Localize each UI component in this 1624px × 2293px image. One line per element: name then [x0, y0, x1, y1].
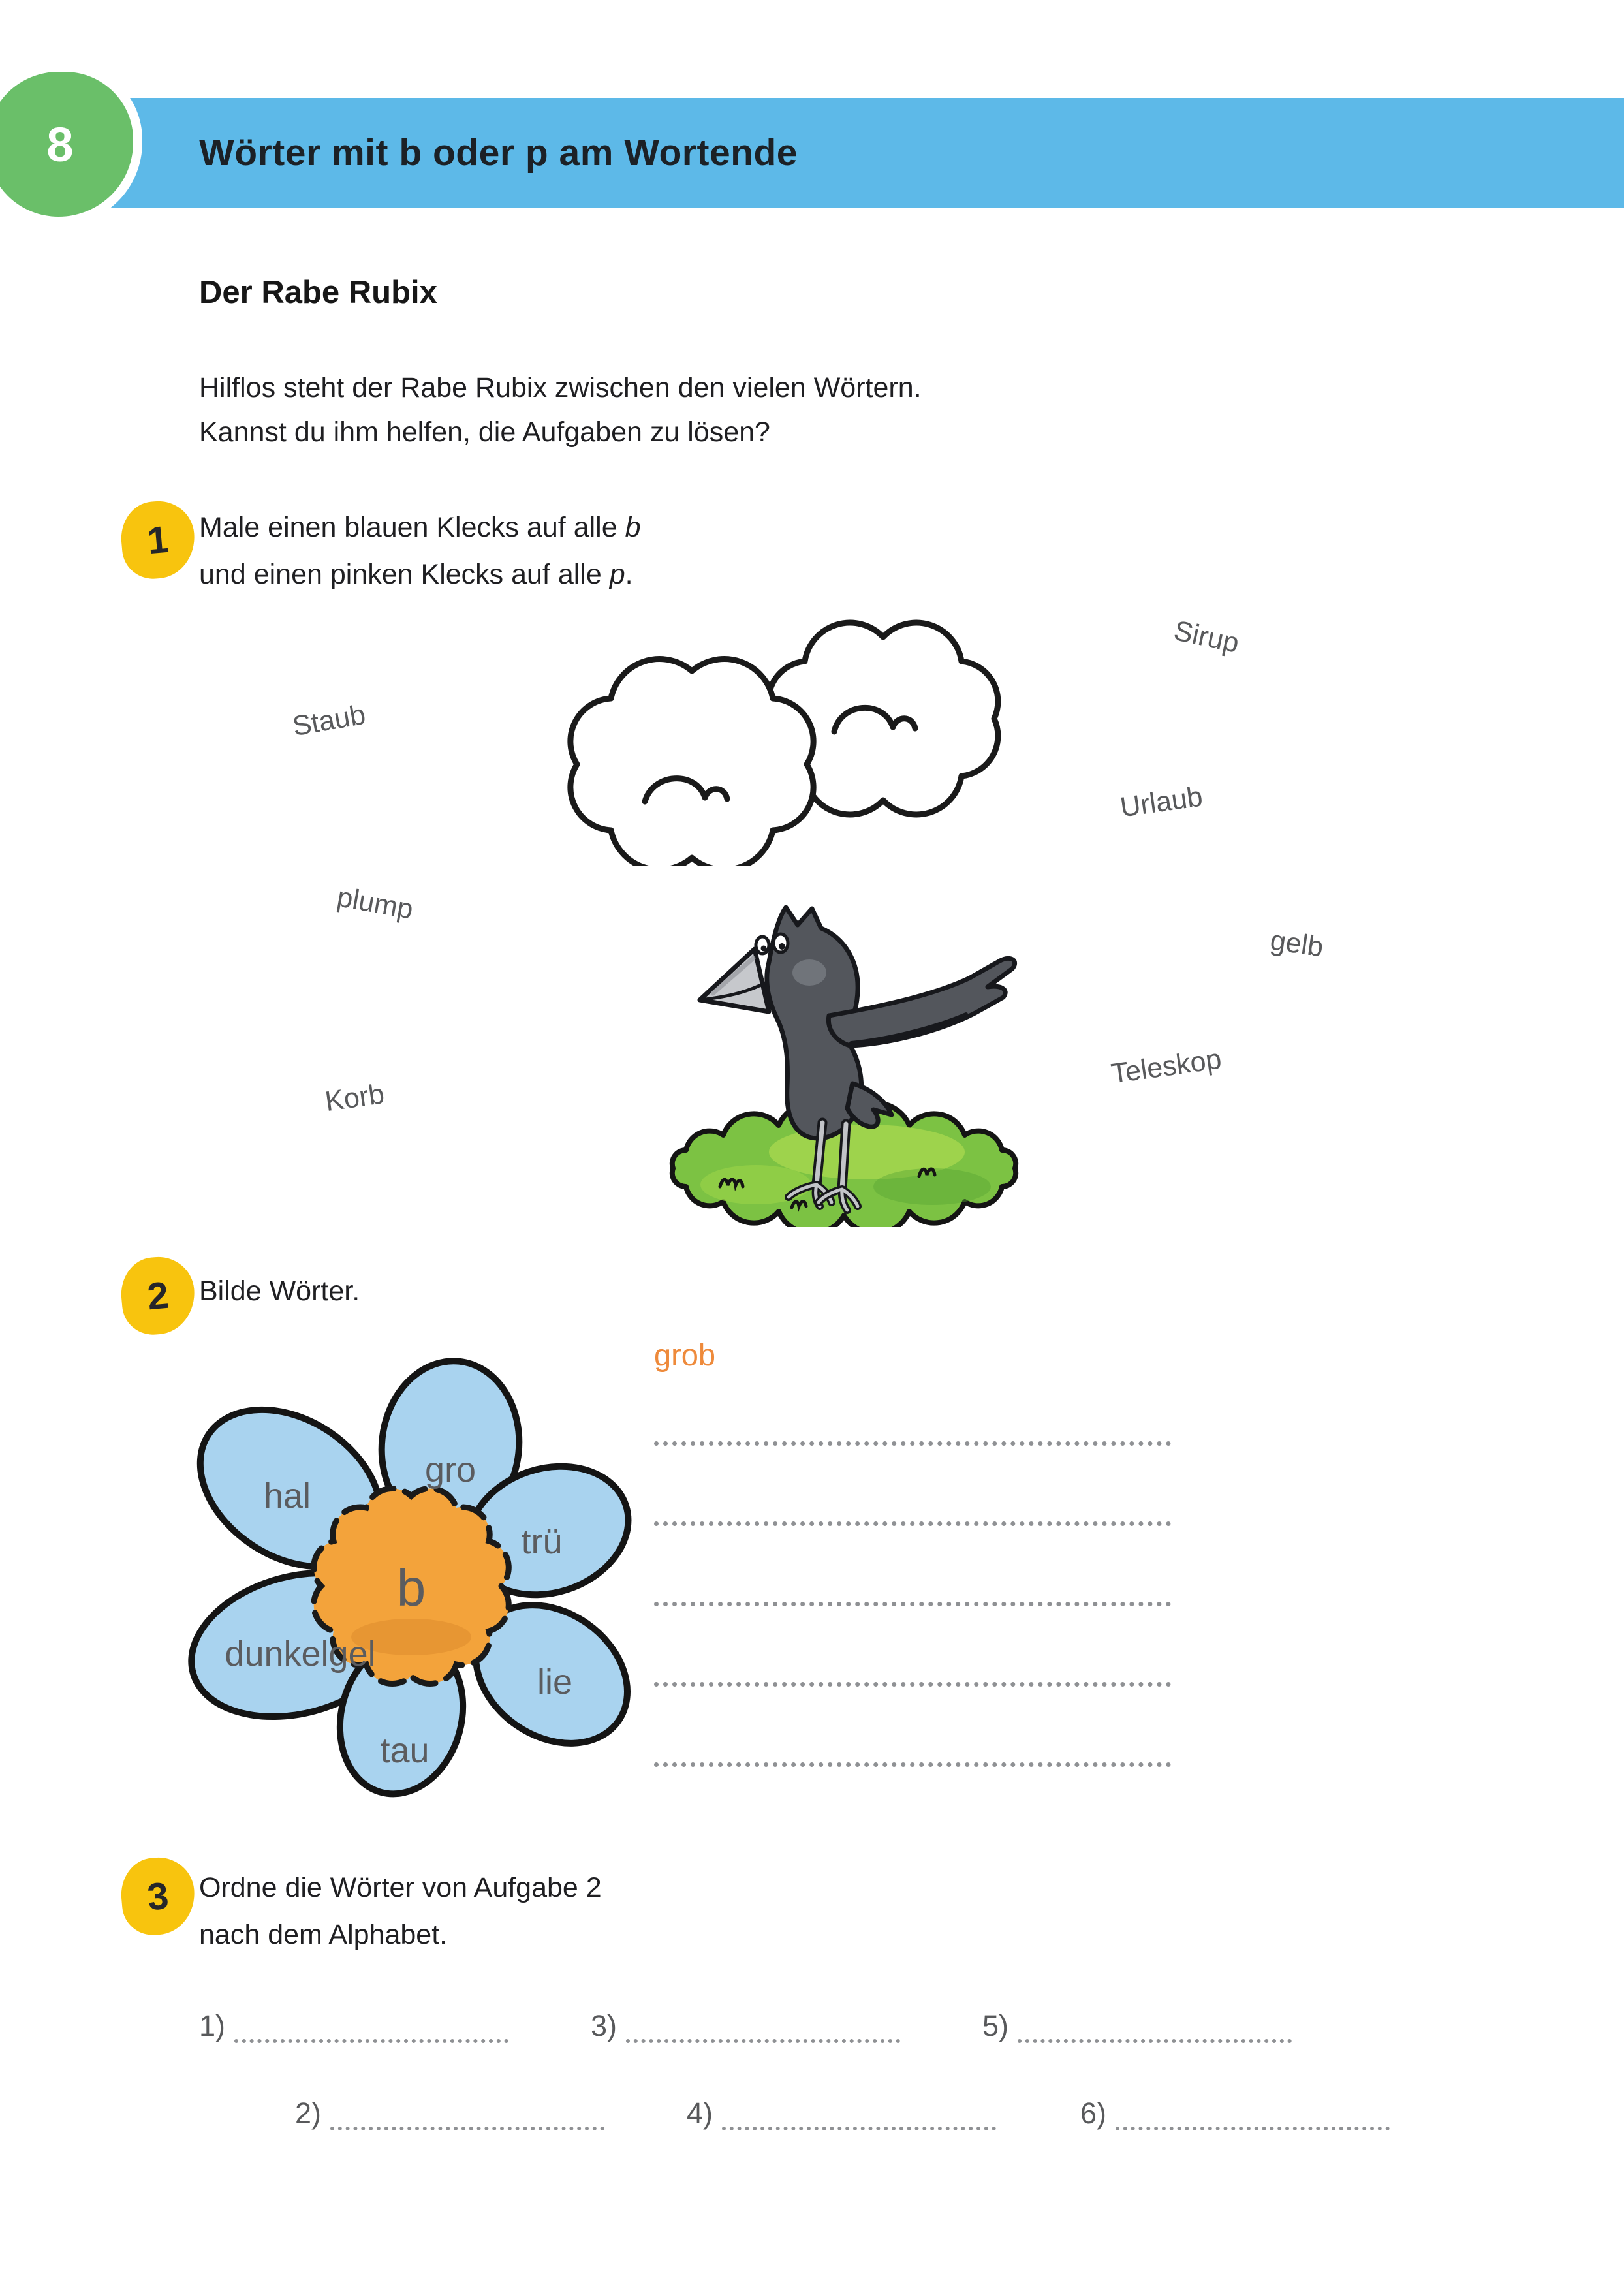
blank-1-label: 1)	[199, 2009, 226, 2042]
raven-pupil-left	[761, 946, 767, 952]
word-korb[interactable]: Korb	[323, 1078, 386, 1118]
task1-line-1	[199, 504, 641, 551]
blank-5-line[interactable]	[1018, 2033, 1292, 2043]
task1-number-badge	[118, 498, 198, 581]
grass-highlight-2	[700, 1165, 811, 1204]
task1-number: 1	[146, 518, 170, 562]
task1-line2-period: .	[625, 559, 633, 590]
blank-6-label: 6)	[1080, 2097, 1107, 2130]
word-gelb[interactable]: gelb	[1268, 924, 1326, 963]
task1-letter-b: b	[625, 512, 641, 543]
raven-eye-left	[756, 937, 769, 954]
blank-3	[591, 2009, 900, 2043]
intro-line-1: Hilflos steht der Rabe Rubix zwischen den vielen Wörtern.	[199, 372, 922, 403]
raven-pupil-right	[779, 943, 785, 950]
blank-1	[199, 2009, 508, 2043]
section-title: Der Rabe Rubix	[199, 275, 437, 310]
header-title: Wörter mit b oder p am Wortende	[199, 132, 798, 174]
task1-line2-text: und einen pinken Klecks auf alle	[199, 559, 610, 590]
task1-instruction	[199, 504, 641, 598]
task1-line-2	[199, 551, 641, 598]
answer-line-4[interactable]	[654, 1682, 1171, 1687]
answer-line-2[interactable]	[654, 1521, 1171, 1526]
intro-line-2: Kannst du ihm helfen, die Aufgaben zu lösen?	[199, 416, 770, 448]
task2-number: 2	[146, 1273, 170, 1318]
task2-number-badge	[118, 1254, 198, 1337]
page-number: 8	[46, 117, 74, 172]
blank-5	[982, 2009, 1292, 2043]
answer-line-5[interactable]	[654, 1762, 1171, 1767]
word-urlaub[interactable]: Urlaub	[1118, 781, 1205, 824]
blank-2-label: 2)	[295, 2097, 322, 2130]
petal-label-tru: trü	[521, 1522, 563, 1561]
task2-instruction: Bilde Wörter.	[199, 1275, 360, 1307]
raven-beak	[700, 949, 769, 1012]
intro-text	[199, 366, 922, 454]
task3-line-1: Ordne die Wörter von Aufgabe 2	[199, 1872, 602, 1903]
answer-line-1[interactable]	[654, 1441, 1171, 1446]
example-answer: grob	[654, 1337, 716, 1372]
word-sirup[interactable]: Sirup	[1171, 615, 1242, 659]
word-plump[interactable]: plump	[334, 881, 416, 926]
blank-3-label: 3)	[591, 2009, 617, 2042]
petal-label-tau: tau	[380, 1731, 429, 1770]
word-teleskop[interactable]: Teleskop	[1109, 1043, 1224, 1090]
petal-label-lie: lie	[537, 1662, 573, 1702]
blank-6-line[interactable]	[1116, 2120, 1390, 2130]
blank-4-label: 4)	[687, 2097, 713, 2130]
raven-illustration	[658, 888, 1037, 1227]
task1-letter-p: p	[609, 559, 625, 590]
blank-5-label: 5)	[982, 2009, 1009, 2042]
petal-label-gro: gro	[424, 1450, 476, 1490]
grass-shadow	[873, 1168, 991, 1205]
answer-line-3[interactable]	[654, 1602, 1171, 1606]
blank-2	[295, 2097, 604, 2130]
flower-center-letter: b	[396, 1559, 426, 1617]
blank-1-line[interactable]	[234, 2033, 508, 2043]
clouds-illustration	[527, 604, 1050, 866]
petal-label-hal: hal	[263, 1476, 311, 1516]
blank-4-line[interactable]	[722, 2120, 996, 2130]
task3-instruction	[199, 1864, 602, 1958]
blank-6	[1080, 2097, 1390, 2130]
task3-number: 3	[146, 1874, 170, 1918]
blank-4	[687, 2097, 996, 2130]
task3-number-badge	[118, 1854, 198, 1937]
raven-eye-right	[773, 934, 788, 952]
task1-line1-text: Male einen blauen Klecks auf alle	[199, 512, 625, 543]
word-staub[interactable]: Staub	[290, 698, 368, 743]
flower-illustration	[176, 1345, 672, 1815]
raven-cheek-spot	[792, 959, 826, 986]
task3-line-2: nach dem Alphabet.	[199, 1919, 448, 1950]
petal-label-dunkelgel: dunkelgel	[225, 1634, 376, 1674]
blank-3-line[interactable]	[626, 2033, 900, 2043]
blank-2-line[interactable]	[330, 2120, 604, 2130]
